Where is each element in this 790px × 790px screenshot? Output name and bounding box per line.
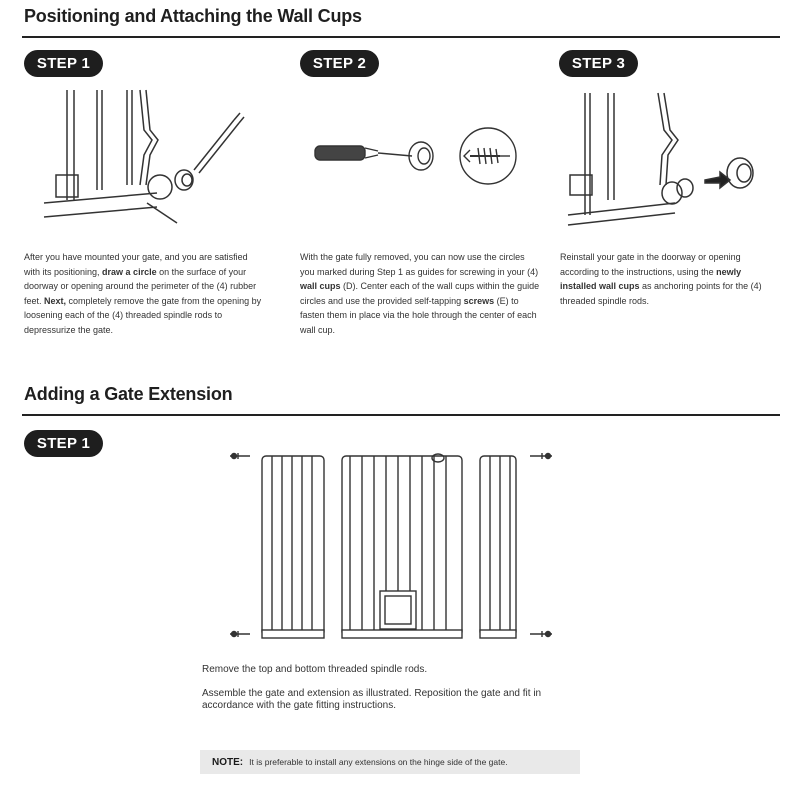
step-2-instructions: With the gate fully removed, you can now use the circles you marked during Step 1 as guides for screwing in your (4) wall cups (D). Center each of the wall cups within the guide circles and use the provided self-tapping screws (E) to fasten them in place via the hole through the center of each wall cup.: [300, 252, 540, 335]
section-divider-2: [22, 414, 780, 416]
step-3-illustration: [560, 85, 780, 235]
gate-extension-illustration: [222, 448, 562, 648]
section-divider: [22, 36, 780, 38]
extension-instruction-2: Assemble the gate and extension as illustrated. Reposition the gate and fit in accordance with the gate fitting instructions.: [202, 688, 542, 711]
extension-step-1-badge: STEP 1: [24, 430, 103, 457]
note-text: It is preferable to install any extensions on the hinge side of the gate.: [249, 757, 508, 767]
step-1-badge: STEP 1: [24, 50, 103, 77]
note-box: [200, 750, 580, 774]
step-1-instructions: After you have mounted your gate, and you are satisfied with its positioning, draw a circle on the surface of your doorway or opening around the perimeter of the (4) rubber feet. Next, completely remove the gate from the opening by loosening each of the (4) threaded spindle rods to depressurize the gate.: [24, 252, 262, 335]
step-1-illustration: [22, 85, 262, 235]
step-2-illustration: [300, 118, 530, 198]
section-title-wall-cups: Positioning and Attaching the Wall Cups: [24, 6, 362, 26]
note-label: NOTE:: [212, 756, 244, 768]
step-3-badge: STEP 3: [559, 50, 638, 77]
step-3-instructions: Reinstall your gate in the doorway or opening according to the instructions, using the newly installed wall cups as anchoring points for the (4) threaded spindle rods.: [560, 252, 762, 306]
extension-instruction-1: Remove the top and bottom threaded spindle rods.: [202, 664, 428, 675]
section-title-gate-extension: Adding a Gate Extension: [24, 384, 233, 404]
step-2-badge: STEP 2: [300, 50, 379, 77]
